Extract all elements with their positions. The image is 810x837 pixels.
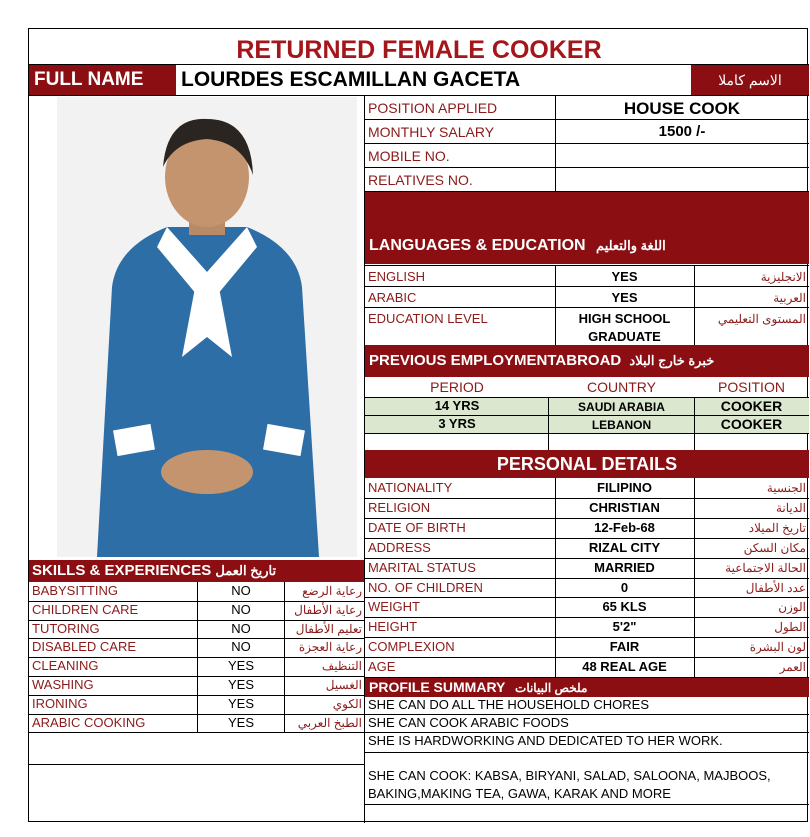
document-title: RETURNED FEMALE COOKER bbox=[236, 36, 602, 64]
education-level-value: HIGH SCHOOL GRADUATE bbox=[578, 311, 671, 344]
skill-value: NO bbox=[231, 583, 251, 598]
personal-value: 48 REAL AGE bbox=[582, 659, 667, 674]
personal-value: 12-Feb-68 bbox=[594, 520, 655, 535]
personal-label: NO. OF CHILDREN bbox=[368, 580, 483, 595]
position-applied-value: HOUSE COOK bbox=[623, 99, 741, 118]
skill-label: TUTORING bbox=[32, 621, 100, 636]
profile-summary-heading-bar bbox=[365, 678, 809, 697]
skill-arabic: الغسيل bbox=[325, 678, 362, 692]
skill-arabic: رعاية العجزة bbox=[298, 640, 362, 654]
personal-arabic: عدد الأطفال bbox=[745, 581, 806, 595]
skill-value: YES bbox=[227, 715, 254, 730]
personal-value: FAIR bbox=[609, 639, 640, 654]
profile-summary-heading-arabic: ملخص البيانات bbox=[515, 681, 588, 695]
personal-label: MARITAL STATUS bbox=[368, 560, 476, 575]
mobile-no-label: MOBILE NO. bbox=[368, 148, 450, 164]
skill-value: NO bbox=[231, 602, 251, 617]
english-label: ENGLISH bbox=[368, 269, 426, 284]
skill-label: BABYSITTING bbox=[32, 583, 118, 598]
personal-value: RIZAL CITY bbox=[588, 540, 661, 555]
personal-label: RELIGION bbox=[368, 500, 431, 515]
employment-col-country: COUNTRY bbox=[587, 379, 656, 395]
languages-heading: LANGUAGES & EDUCATION bbox=[369, 237, 586, 254]
profile-line-2: SHE CAN COOK ARABIC FOODS bbox=[368, 715, 569, 730]
employment-1-period: 14 YRS bbox=[434, 398, 480, 413]
personal-label: ADDRESS bbox=[368, 540, 431, 555]
skill-label: IRONING bbox=[32, 696, 88, 711]
skill-arabic: رعاية الأطفال bbox=[294, 603, 362, 617]
personal-value: FILIPINO bbox=[597, 480, 652, 495]
profile-line-1: SHE CAN DO ALL THE HOUSEHOLD CHORES bbox=[368, 697, 650, 712]
profile-line-4: SHE CAN COOK: KABSA, BIRYANI, SALAD, SALOONA, MAJBOOS, bbox=[368, 768, 771, 783]
full-name-value: LOURDES ESCAMILLAN GACETA bbox=[181, 68, 521, 91]
skill-value: NO bbox=[231, 639, 251, 654]
personal-label: NATIONALITY bbox=[368, 480, 453, 495]
skill-arabic: الطبخ العربي bbox=[297, 716, 362, 730]
applicant-photo bbox=[57, 97, 357, 557]
profile-line-3: SHE IS HARDWORKING AND DEDICATED TO HER WORK. bbox=[368, 733, 723, 748]
skill-value: YES bbox=[227, 696, 254, 711]
profile-line-5: BAKING,MAKING TEA, GAWA, KARAK AND MORE bbox=[368, 786, 671, 801]
employment-heading-arabic: خبرة خارج البلاد bbox=[629, 353, 715, 368]
arabic-arabic: العربية bbox=[773, 291, 806, 305]
personal-arabic: الطول bbox=[774, 620, 806, 634]
personal-label: WEIGHT bbox=[368, 599, 420, 614]
skills-heading: SKILLS & EXPERIENCES bbox=[32, 562, 212, 579]
employment-col-period: PERIOD bbox=[430, 379, 484, 395]
skill-label: DISABLED CARE bbox=[32, 639, 137, 654]
employment-col-position: POSITION bbox=[718, 379, 785, 395]
employment-heading-bar bbox=[365, 345, 809, 377]
english-arabic: الانجليزية bbox=[760, 270, 806, 284]
skill-value: NO bbox=[231, 621, 251, 636]
skill-label: WASHING bbox=[32, 677, 94, 692]
personal-value: MARRIED bbox=[594, 560, 655, 575]
arabic-value: YES bbox=[611, 290, 638, 305]
applicant-photo-illustration bbox=[57, 97, 357, 557]
employment-heading: PREVIOUS EMPLOYMENTABROAD bbox=[369, 352, 622, 369]
personal-label: HEIGHT bbox=[368, 619, 418, 634]
arabic-label: ARABIC bbox=[368, 290, 417, 305]
personal-label: AGE bbox=[368, 659, 396, 674]
employment-1-position: COOKER bbox=[720, 398, 783, 414]
personal-arabic: الجنسية bbox=[766, 481, 806, 495]
position-applied-label: POSITION APPLIED bbox=[368, 100, 498, 116]
skill-label: ARABIC COOKING bbox=[32, 715, 146, 730]
languages-heading-bar bbox=[365, 228, 809, 264]
skill-arabic: التنظيف bbox=[321, 659, 362, 673]
personal-arabic: الحالة الاجتماعية bbox=[725, 561, 806, 575]
profile-summary-heading: PROFILE SUMMARY bbox=[369, 679, 506, 695]
personal-value: CHRISTIAN bbox=[589, 500, 660, 515]
skill-label: CHILDREN CARE bbox=[32, 602, 139, 617]
biodata-sheet bbox=[28, 28, 808, 822]
personal-arabic: لون البشرة bbox=[749, 640, 806, 654]
personal-value: 5'2" bbox=[612, 619, 637, 634]
personal-arabic: مكان السكن bbox=[743, 541, 806, 555]
monthly-salary-value: 1500 /- bbox=[658, 123, 706, 140]
full-name-arabic: الاسم كاملا bbox=[691, 65, 809, 95]
education-level-arabic: المستوى التعليمي bbox=[717, 312, 806, 326]
full-name-label: FULL NAME bbox=[29, 65, 176, 95]
skill-arabic: تعليم الأطفال bbox=[295, 622, 362, 636]
skill-arabic: رعاية الرضع bbox=[302, 584, 362, 598]
employment-2-period: 3 YRS bbox=[438, 416, 476, 431]
skills-heading-arabic: تاريخ العمل bbox=[215, 563, 277, 578]
personal-arabic: العمر bbox=[779, 660, 806, 674]
relatives-no-label: RELATIVES NO. bbox=[368, 172, 473, 188]
languages-heading-arabic: اللغة والتعليم bbox=[596, 238, 666, 253]
skill-label: CLEANING bbox=[32, 658, 99, 673]
employment-2-position: COOKER bbox=[720, 416, 783, 432]
personal-arabic: الديانة bbox=[775, 501, 806, 515]
personal-label: DATE OF BIRTH bbox=[368, 520, 466, 535]
skill-value: YES bbox=[227, 658, 254, 673]
skill-arabic: الكوي bbox=[332, 697, 362, 711]
personal-arabic: الوزن bbox=[778, 600, 806, 614]
employment-2-country: LEBANON bbox=[591, 418, 652, 432]
employment-1-country: SAUDI ARABIA bbox=[578, 400, 665, 414]
maroon-spacer bbox=[365, 192, 809, 228]
skills-heading-bar bbox=[29, 560, 364, 582]
english-value: YES bbox=[611, 269, 638, 284]
education-level-label: EDUCATION LEVEL bbox=[368, 311, 488, 326]
personal-label: COMPLEXION bbox=[368, 639, 455, 654]
skill-value: YES bbox=[227, 677, 254, 692]
personal-value: 0 bbox=[620, 580, 629, 595]
personal-details-heading: PERSONAL DETAILS bbox=[365, 450, 809, 478]
personal-value: 65 KLS bbox=[602, 599, 647, 614]
personal-arabic: تاريخ الميلاد bbox=[748, 521, 806, 535]
monthly-salary-label: MONTHLY SALARY bbox=[368, 124, 495, 140]
